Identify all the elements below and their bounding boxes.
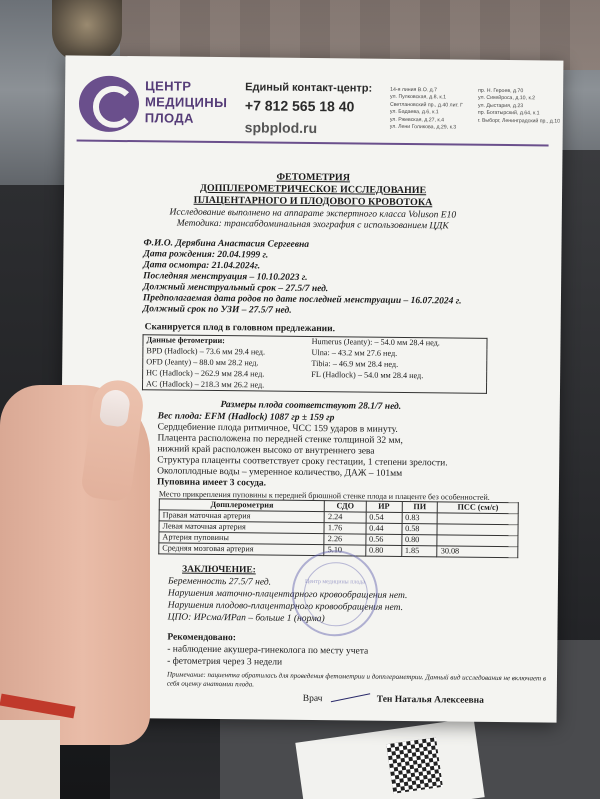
due-date: Предполагаемая дата родов по дате последней менструации – 16.07.2024 г. xyxy=(142,293,462,307)
table-cell: Tibia: – 46.9 мм 28.4 нед. xyxy=(311,359,399,369)
column-header: Допплерометрия xyxy=(159,499,324,512)
table-cell: FL (Hadlock) – 54.0 мм 28.4 нед. xyxy=(311,370,424,381)
table-cell: Средняя мозговая артерия xyxy=(159,543,324,556)
table-cell: Правая маточная артерия xyxy=(159,510,324,523)
column-header: ПИ xyxy=(402,501,438,512)
table-row xyxy=(142,379,486,394)
table-cell: 0.83 xyxy=(402,512,438,523)
contact-title: Единый контакт-центр: xyxy=(245,81,373,95)
clinic-logo-text xyxy=(145,78,235,127)
device-line: Исследование выполнено на аппарате экспертного класса Voluson E10 xyxy=(169,207,457,221)
report-title: ПЛАЦЕНТАРНОГО И ПЛОДОВОГО КРОВОТОКА xyxy=(193,194,433,209)
umbilical-cord: Пуповина имеет 3 сосуда. xyxy=(156,477,267,489)
keychain-ornament xyxy=(52,0,122,62)
address: ул. Пулковская, д.8, к.1 xyxy=(390,94,447,101)
last-menses: Последняя менструация – 10.10.2023 г. xyxy=(143,271,308,283)
table-cell: 0.80 xyxy=(401,534,437,545)
doctor-name: Тен Наталья Алексеевна xyxy=(376,694,484,706)
clinic-logo-icon xyxy=(79,76,140,133)
recommendation: - наблюдение акушера-гинеколога по месту учета xyxy=(167,644,369,657)
report-title: ДОППЛЕРОМЕТРИЧЕСКОЕ ИССЛЕДОВАНИЕ xyxy=(199,182,427,197)
table-cell: 1.76 xyxy=(324,523,365,534)
qr-code-icon xyxy=(386,737,442,793)
logo-line: ПЛОДА xyxy=(144,110,194,126)
contact-block xyxy=(245,81,386,136)
address: ул. Ржевская, д.27, к.4 xyxy=(389,116,445,124)
address: пр. Богатырский, д.64, к.1 xyxy=(477,109,540,117)
column-header: ПСС (см/с) xyxy=(438,502,519,514)
conclusion-line: Беременность 27.5/7 нед. xyxy=(167,576,272,588)
stamp-text: Центр медицины плода xyxy=(304,578,365,586)
ultrasound-term: Должный срок по УЗИ – 27.5/7 нед. xyxy=(142,304,292,316)
size-match: Размеры плода соответствуют 28.1/7 нед. xyxy=(220,400,402,412)
recommendation: - фетометрия через 3 недели xyxy=(167,656,283,668)
table-cell xyxy=(437,535,518,547)
birth-date: Дата рождения: 20.04.1999 г. xyxy=(143,249,269,261)
cord-attachment: Место прикрепления пуповины к передней брюшной стенке плода и плаценте без особенностей. xyxy=(158,489,490,502)
fetometry-table xyxy=(142,334,488,394)
table-cell: 0.54 xyxy=(366,512,402,523)
logo-line: МЕДИЦИНЫ xyxy=(144,94,228,111)
table-cell: 2.26 xyxy=(324,534,365,545)
patient-name: Ф.И.О. Дерябина Анастасия Сергеевна xyxy=(143,238,310,250)
table-cell: AC (Hadlock) – 218.3 мм 26.2 нед. xyxy=(146,379,265,390)
conclusion-line: Нарушения маточно-плацентарного кровообращения нет. xyxy=(167,588,408,602)
logo-line: ЦЕНТР xyxy=(145,78,192,94)
table-cell: OFD (Jeanty) – 88.0 мм 28.2 нед. xyxy=(146,357,259,368)
conclusion-title: ЗАКЛЮЧЕНИЕ: xyxy=(182,564,256,576)
header-divider xyxy=(77,140,549,147)
fetal-weight: Вес плода: EFM (Hadlock) 1087 гр ± 159 гр xyxy=(157,411,335,424)
amniotic-fluid: Околоплодные воды – умеренное количество, ДАЖ – 101мм xyxy=(157,466,403,479)
table-cell: Данные фетометрии: xyxy=(146,335,225,346)
address: г. Выборг, Ленинградский пр., д.10 xyxy=(477,117,560,125)
address: 14-я линия В.О. д.7 xyxy=(390,86,438,94)
conclusion-line: ЦПО: ИРсма/ИРап – больше 1 (норма) xyxy=(167,612,325,625)
placenta-line: Структура плаценты соответствует сроку гестации, 1 степени зрелости. xyxy=(157,455,448,469)
address: ул. Лени Голикова, д.29, к.3 xyxy=(389,123,457,131)
heartbeat: Сердцебиение плода ритмичное, ЧСС 159 ударов в минуту. xyxy=(157,422,398,435)
address: пр. Н. Героев, д.70 xyxy=(478,87,524,95)
address-list-1 xyxy=(390,87,475,132)
placenta-line: Плацента расположена по передней стенке толщиной 32 мм, xyxy=(157,433,403,446)
column-header: ИР xyxy=(366,501,402,512)
address: ул. Сикейроса, д.10, к.2 xyxy=(478,95,536,102)
table-cell: 0.56 xyxy=(366,534,402,545)
placenta-line: нижний край расположен высоко от внутреннего зева xyxy=(157,444,375,457)
conclusion-line: Нарушения плодово-плацентарного кровообращения нет. xyxy=(167,600,404,613)
table-cell: Левая маточная артерия xyxy=(159,521,324,534)
scan-presentation: Сканируется плод в головном предлежании. xyxy=(144,322,336,335)
table-cell: 0.58 xyxy=(402,523,438,534)
sleeve xyxy=(0,720,60,799)
address-list-2 xyxy=(478,88,560,126)
table-cell: Ulna: – 43.2 мм 27.6 нед. xyxy=(311,348,398,358)
doppler-table xyxy=(158,498,519,558)
address: Светлановский пр., д.40 лит. Г xyxy=(389,101,464,109)
menstrual-term: Должный менструальный срок – 27.5/7 нед. xyxy=(143,282,329,295)
address: ул. Дыстария, д.23 xyxy=(477,102,524,110)
table-cell: Артерия пуповины xyxy=(159,532,324,545)
contact-phone: +7 812 565 18 40 xyxy=(244,97,355,115)
exam-date: Дата осмотра: 21.04.2024г. xyxy=(143,260,261,272)
table-cell xyxy=(308,380,486,393)
table-cell: 0.44 xyxy=(366,523,402,534)
table-cell: 5.10 xyxy=(324,545,365,556)
column-header: СДО xyxy=(325,501,366,512)
table-cell xyxy=(437,524,518,536)
table-cell: HC (Hadlock) – 262.9 мм 28.4 нед. xyxy=(146,368,265,379)
table-cell: Humerus (Jeanty): – 54.0 мм 28.4 нед. xyxy=(311,337,440,348)
table-cell: 30.08 xyxy=(437,546,518,558)
table-cell: 2.24 xyxy=(324,512,365,523)
address: ул. Бадаева, д.6, к.1 xyxy=(389,109,439,116)
method-line: Методика: трансабдоминальная эхография с использованием ЦДК xyxy=(176,218,449,232)
note: Примечание: пациентка обратилась для проведения фетометрии и допплерометрии. Данный вид исследования не включает в себя оценку анатомии плода. xyxy=(166,670,546,689)
clinic-stamp xyxy=(291,550,378,637)
report-title: ФЕТОМЕТРИЯ xyxy=(276,171,351,184)
table-cell: 1.85 xyxy=(401,545,437,556)
table-cell: BPD (Hadlock) – 73.6 мм 29.4 нед. xyxy=(146,346,266,357)
clinic-letterhead xyxy=(65,55,564,150)
table-cell xyxy=(438,513,519,525)
doctor-label: Врач xyxy=(302,693,323,705)
table-cell: 0.80 xyxy=(365,545,401,556)
clinic-website: spbplod.ru xyxy=(244,119,318,137)
recommendations-title: Рекомендовано: xyxy=(167,632,237,644)
